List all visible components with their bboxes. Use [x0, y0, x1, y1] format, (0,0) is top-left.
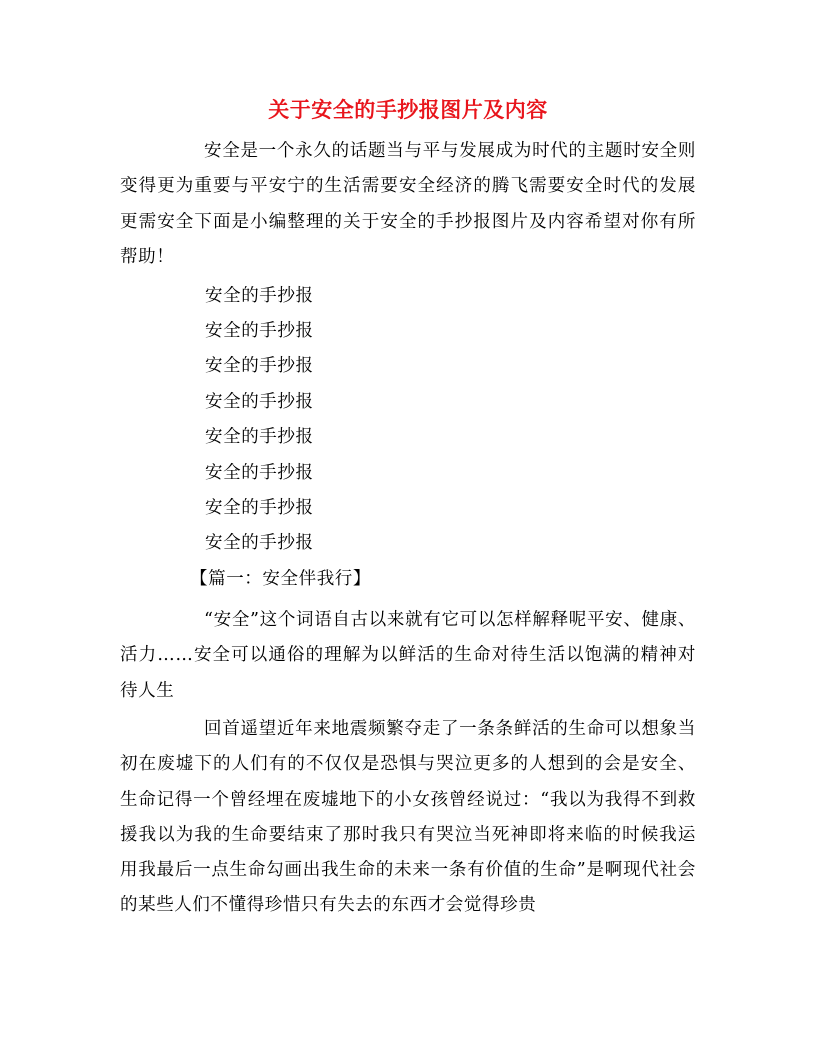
list-item: 安全的手抄报 [205, 427, 314, 447]
list-item: 安全的手抄报 [205, 286, 314, 306]
list-item: 安全的手抄报 [205, 392, 314, 412]
list-item: 安全的手抄报 [205, 321, 314, 341]
list-item: 安全的手抄报 [205, 356, 314, 376]
body-paragraph-2: 回首遥望近年来地震频繁夺走了一条条鲜活的生命可以想象当初在废墟下的人们有的不仅仅是恐惧与哭泣更多的人想到的会是安全、生命记得一个曾经埋在废墟地下的小女孩曾经说过：“我以为我得不到救援我以为我的生命要结束了那时我只有哭泣当死神即将来临的时候我运用我最后一点生命勾画出我生命的未来一条有价值的生命”是啊现代社会的某些人们不懂得珍惜只有失去的东西才会觉得珍贵 [120, 719, 696, 916]
section-heading: 【篇一：安全伴我行】 [190, 569, 371, 589]
document-title: 关于安全的手抄报图片及内容 [268, 97, 548, 122]
intro-paragraph: 安全是一个永久的话题当与平与发展成为时代的主题时安全则变得更为重要与平安宁的生活需要安全经济的腾飞需要安全时代的发展更需安全下面是小编整理的关于安全的手抄报图片及内容希望对你有所帮助！ [120, 141, 696, 267]
list-item: 安全的手抄报 [205, 463, 314, 483]
body-paragraph-1: “安全”这个词语自古以来就有它可以怎样解释呢平安、健康、活力……安全可以通俗的理解为以鲜活的生命对待生活以饱满的精神对待人生 [120, 610, 696, 701]
list-item: 安全的手抄报 [205, 498, 314, 518]
list-item: 安全的手抄报 [205, 533, 314, 553]
